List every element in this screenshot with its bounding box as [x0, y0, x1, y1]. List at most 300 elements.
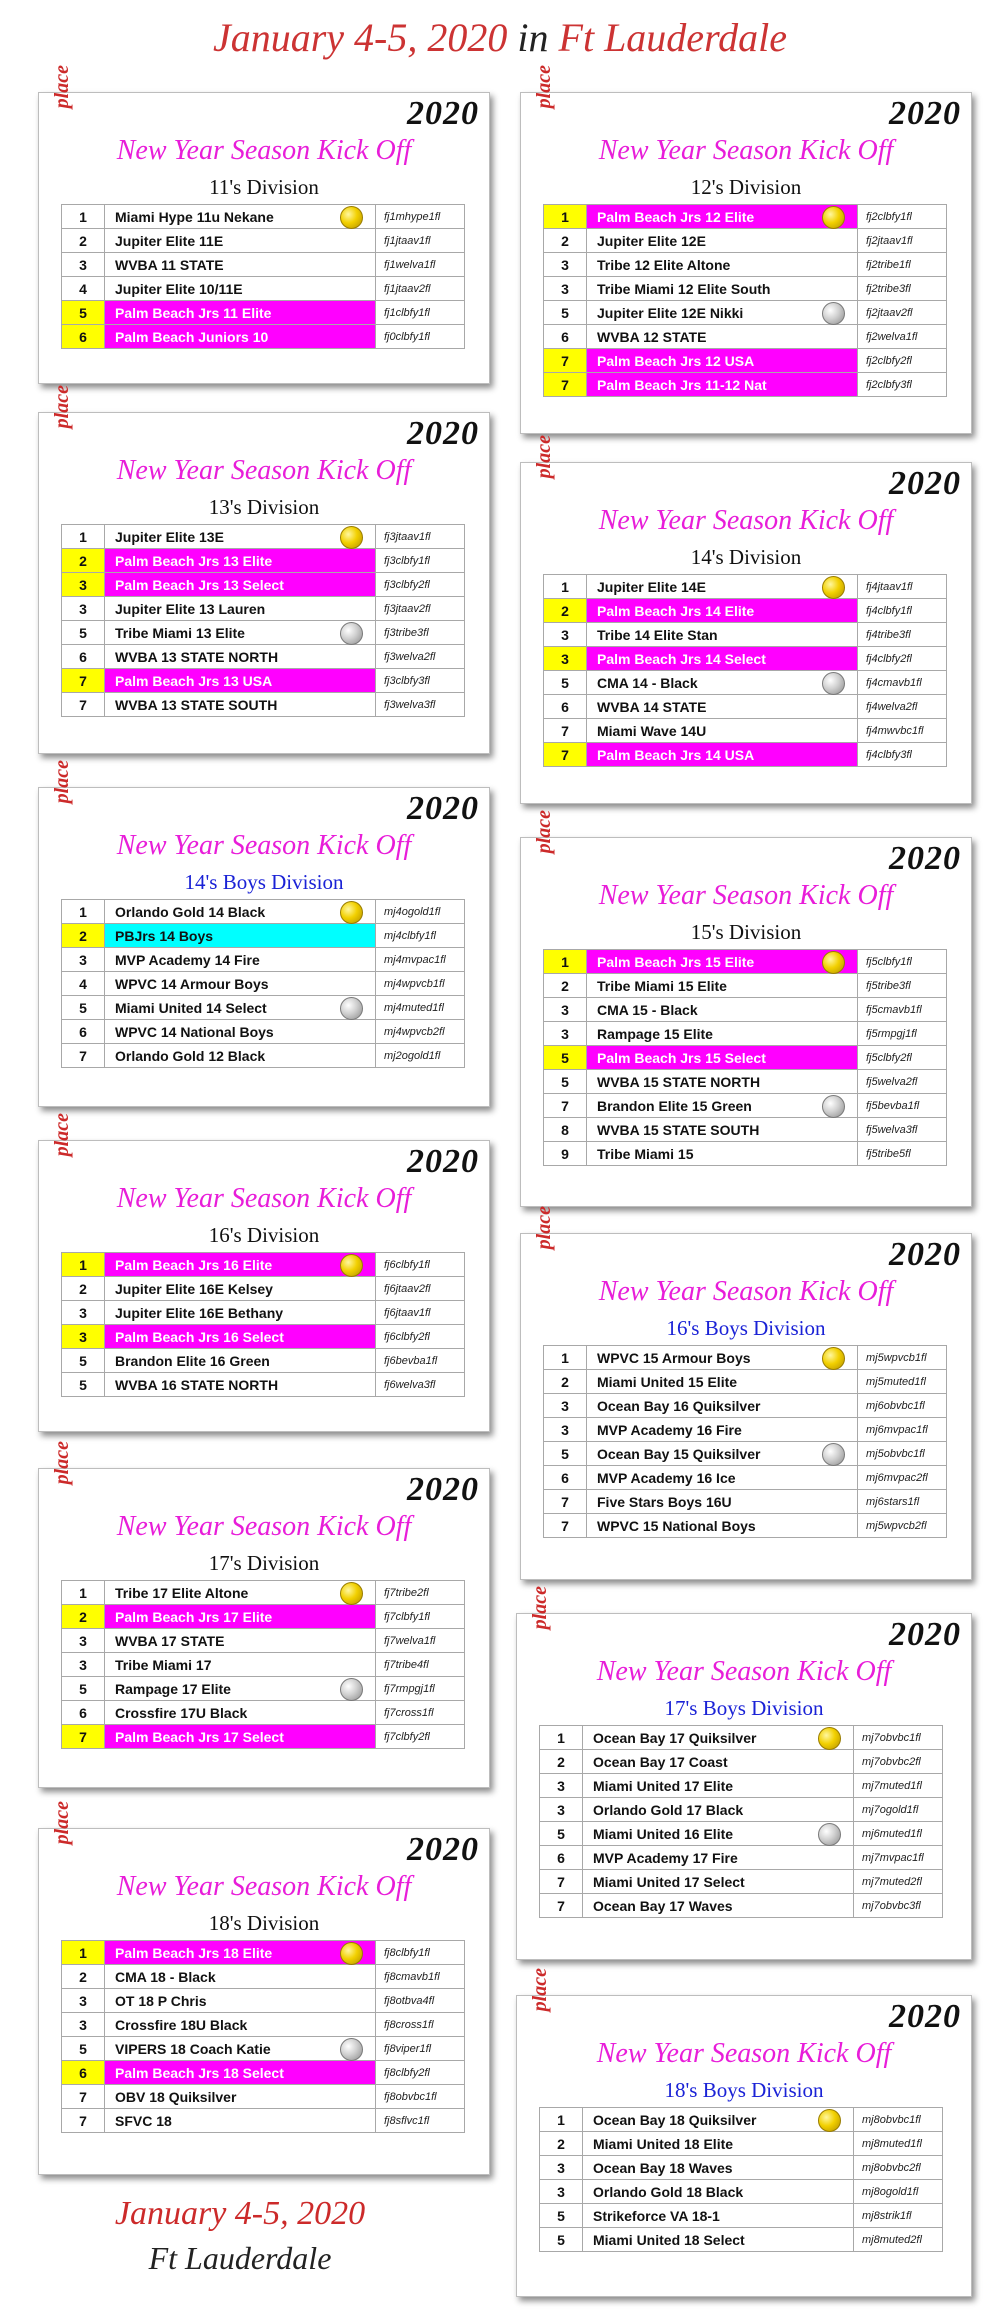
gold-medal-icon — [818, 1727, 841, 1750]
team-name: Palm Beach Jrs 18 Select — [115, 2064, 284, 2081]
team-code-cell: fj8cmavb1fl — [376, 1965, 465, 1989]
table-row — [544, 1418, 947, 1442]
team-cell — [105, 1677, 376, 1701]
event-title: New Year Season Kick Off — [596, 2038, 892, 2069]
place-cell: 6 — [62, 645, 105, 669]
team-name: Ocean Bay 17 Waves — [593, 1897, 733, 1914]
place-cell: 6 — [540, 1846, 583, 1870]
team-code-cell: mj6obvbc1fl — [858, 1394, 947, 1418]
table-row — [62, 2013, 465, 2037]
results-table — [61, 1252, 465, 1397]
team-cell — [105, 1725, 376, 1749]
team-name: Palm Beach Jrs 14 Select — [597, 650, 766, 667]
team-code-cell: mj4muted1fl — [376, 996, 465, 1020]
team-name: Jupiter Elite 14E — [597, 578, 706, 595]
place-label: place — [51, 65, 73, 109]
place-cell: 5 — [62, 301, 105, 325]
table-row — [62, 597, 465, 621]
team-code-cell: mj5muted1fl — [858, 1370, 947, 1394]
table-row — [62, 229, 465, 253]
team-name: MVP Academy 16 Ice — [597, 1469, 736, 1486]
team-code-cell: fj2clbfy3fl — [858, 373, 947, 397]
team-code-cell: fj7tribe4fl — [376, 1653, 465, 1677]
table-row — [544, 974, 947, 998]
table-row — [62, 1277, 465, 1301]
place-label: place — [533, 65, 555, 109]
silver-medal-icon — [822, 672, 845, 695]
team-code-cell: fj7clbfy1fl — [376, 1605, 465, 1629]
place-cell: 1 — [62, 1253, 105, 1277]
place-cell: 7 — [544, 719, 587, 743]
team-name: Orlando Gold 14 Black — [115, 903, 266, 920]
team-cell — [587, 623, 858, 647]
place-cell: 2 — [62, 549, 105, 573]
event-title: New Year Season Kick Off — [116, 830, 412, 861]
results-table — [543, 574, 947, 767]
team-cell — [587, 695, 858, 719]
team-code-cell: fj2welva1fl — [858, 325, 947, 349]
silver-medal-icon — [822, 302, 845, 325]
team-code-cell: mj7obvbc3fl — [854, 1894, 943, 1918]
table-row — [544, 1346, 947, 1370]
division-title: 16's Boys Division — [666, 1316, 826, 1340]
gold-medal-icon — [340, 901, 363, 924]
table-row — [62, 645, 465, 669]
team-name: Palm Beach Jrs 12 Elite — [597, 208, 755, 225]
team-name: Strikeforce VA 18-1 — [593, 2207, 720, 2224]
team-code-cell: mj6muted1fl — [854, 1822, 943, 1846]
results-table — [539, 2107, 943, 2252]
team-cell — [105, 996, 376, 1020]
team-cell — [105, 325, 376, 349]
team-name: CMA 15 - Black — [597, 1001, 698, 1018]
table-row — [544, 349, 947, 373]
table-row — [544, 373, 947, 397]
place-cell: 3 — [62, 1301, 105, 1325]
team-name: Palm Beach Jrs 15 Elite — [597, 953, 755, 970]
team-cell — [105, 1349, 376, 1373]
team-name: Tribe Miami 12 Elite South — [597, 280, 771, 297]
place-label: place — [51, 1113, 73, 1157]
team-cell — [105, 621, 376, 645]
team-cell — [583, 1726, 854, 1750]
team-name: WPVC 14 National Boys — [115, 1023, 274, 1040]
table-row — [540, 1822, 943, 1846]
team-cell — [587, 743, 858, 767]
team-code-cell: fj4clbfy1fl — [858, 599, 947, 623]
team-name: Palm Beach Jrs 18 Elite — [115, 1944, 273, 1961]
team-name: Ocean Bay 16 Quiksilver — [597, 1397, 761, 1414]
team-name: Jupiter Elite 13 Lauren — [115, 600, 266, 617]
table-row — [540, 1774, 943, 1798]
team-name: Tribe Miami 15 — [597, 1145, 694, 1162]
team-code-cell: fj5cmavb1fl — [858, 998, 947, 1022]
place-label: place — [533, 1206, 555, 1250]
team-name: Palm Beach Jrs 17 Select — [115, 1728, 284, 1745]
place-cell: 5 — [62, 621, 105, 645]
card-year: 2020 — [407, 1471, 479, 1508]
team-cell — [583, 1822, 854, 1846]
team-name: Crossfire 17U Black — [115, 1704, 248, 1721]
table-row — [62, 1677, 465, 1701]
place-cell: 5 — [544, 671, 587, 695]
team-name: Miami United 15 Elite — [597, 1373, 738, 1390]
gold-medal-icon — [822, 1347, 845, 1370]
division-card — [38, 65, 490, 384]
team-code-cell: fj4jtaav1fl — [858, 575, 947, 599]
results-table — [61, 899, 465, 1068]
team-cell — [105, 1325, 376, 1349]
team-code-cell: fj8sflvc1fl — [376, 2109, 465, 2133]
division-title: 14's Division — [690, 545, 802, 569]
table-row — [540, 2132, 943, 2156]
team-code-cell: fj5bevba1fl — [858, 1094, 947, 1118]
results-table — [61, 1940, 465, 2133]
division-card — [38, 1801, 490, 2175]
place-cell: 2 — [544, 599, 587, 623]
place-cell: 6 — [62, 325, 105, 349]
team-name: Miami United 17 Select — [593, 1873, 745, 1890]
table-row — [62, 325, 465, 349]
team-name: Five Stars Boys 16U — [597, 1493, 732, 1510]
card-year: 2020 — [889, 1236, 961, 1273]
place-cell: 2 — [544, 229, 587, 253]
team-code-cell: fj7tribe2fl — [376, 1581, 465, 1605]
table-row — [62, 1605, 465, 1629]
place-cell: 5 — [540, 2204, 583, 2228]
card-year: 2020 — [889, 840, 961, 877]
team-name: Tribe 12 Elite Altone — [597, 256, 731, 273]
team-name: WPVC 15 Armour Boys — [597, 1349, 751, 1366]
team-name: Miami United 14 Select — [115, 999, 267, 1016]
results-table — [543, 204, 947, 397]
place-cell: 7 — [62, 693, 105, 717]
footer-date: January 4-5, 2020 — [114, 2195, 366, 2232]
team-code-cell: mj4clbfy1fl — [376, 924, 465, 948]
team-name: WVBA 12 STATE — [597, 328, 707, 345]
division-title: 11's Division — [209, 175, 319, 199]
table-row — [544, 671, 947, 695]
team-cell — [105, 1373, 376, 1397]
place-cell: 2 — [540, 2132, 583, 2156]
table-row — [62, 2085, 465, 2109]
results-table — [543, 1345, 947, 1538]
place-cell: 7 — [544, 1490, 587, 1514]
team-name: VIPERS 18 Coach Katie — [115, 2040, 271, 2057]
team-name: Miami United 17 Elite — [593, 1777, 734, 1794]
team-cell — [105, 972, 376, 996]
team-cell — [587, 229, 858, 253]
team-code-cell: fj6jtaav1fl — [376, 1301, 465, 1325]
table-row — [62, 693, 465, 717]
team-code-cell: mj5wpvcb1fl — [858, 1346, 947, 1370]
team-code-cell: fj3jtaav1fl — [376, 525, 465, 549]
team-cell — [105, 1989, 376, 2013]
silver-medal-icon — [818, 1823, 841, 1846]
table-row — [62, 669, 465, 693]
team-code-cell: fj5welva3fl — [858, 1118, 947, 1142]
place-cell: 3 — [62, 1325, 105, 1349]
table-row — [544, 205, 947, 229]
team-cell — [587, 974, 858, 998]
team-name: OBV 18 Quiksilver — [115, 2088, 237, 2105]
division-title: 17's Boys Division — [664, 1696, 824, 1720]
team-name: CMA 14 - Black — [597, 674, 698, 691]
team-code-cell: mj4ogold1fl — [376, 900, 465, 924]
team-cell — [105, 1253, 376, 1277]
team-name: Palm Beach Jrs 16 Select — [115, 1328, 284, 1345]
table-row — [544, 1118, 947, 1142]
team-name: WVBA 16 STATE NORTH — [115, 1376, 279, 1393]
gold-medal-icon — [822, 206, 845, 229]
team-code-cell: fj7clbfy2fl — [376, 1725, 465, 1749]
team-name: Ocean Bay 15 Quiksilver — [597, 1445, 761, 1462]
team-code-cell: fj3tribe3fl — [376, 621, 465, 645]
team-cell — [587, 205, 858, 229]
table-row — [540, 1894, 943, 1918]
team-name: Jupiter Elite 16E Bethany — [115, 1304, 284, 1321]
team-name: WPVC 14 Armour Boys — [115, 975, 269, 992]
place-cell: 4 — [62, 972, 105, 996]
place-label: place — [533, 435, 555, 479]
team-code-cell: mj7obvbc1fl — [854, 1726, 943, 1750]
division-title: 12's Division — [690, 175, 802, 199]
table-row — [540, 2108, 943, 2132]
team-cell — [583, 1774, 854, 1798]
team-cell — [587, 301, 858, 325]
team-code-cell: fj3clbfy2fl — [376, 573, 465, 597]
silver-medal-icon — [822, 1095, 845, 1118]
place-cell: 7 — [544, 1514, 587, 1538]
event-title: New Year Season Kick Off — [598, 135, 894, 166]
team-name: Jupiter Elite 10/11E — [115, 280, 243, 297]
table-row — [540, 2228, 943, 2252]
place-cell: 3 — [62, 1653, 105, 1677]
table-row — [540, 1750, 943, 1774]
division-title: 16's Division — [208, 1223, 320, 1247]
team-code-cell: mj5wpvcb2fl — [858, 1514, 947, 1538]
team-cell — [587, 1442, 858, 1466]
place-cell: 3 — [540, 2156, 583, 2180]
team-name: WVBA 13 STATE SOUTH — [115, 696, 278, 713]
team-cell — [105, 1941, 376, 1965]
table-row — [544, 1046, 947, 1070]
table-row — [544, 1142, 947, 1166]
division-title: 17's Division — [208, 1551, 320, 1575]
table-row — [62, 948, 465, 972]
team-name: Brandon Elite 15 Green — [597, 1097, 752, 1114]
table-row — [62, 1044, 465, 1068]
team-cell — [105, 549, 376, 573]
table-row — [62, 205, 465, 229]
place-cell: 7 — [540, 1870, 583, 1894]
place-cell: 7 — [62, 1725, 105, 1749]
table-row — [62, 1653, 465, 1677]
team-name: Palm Beach Jrs 17 Elite — [115, 1608, 273, 1625]
team-code-cell: mj6mvpac1fl — [858, 1418, 947, 1442]
table-row — [544, 599, 947, 623]
team-name: Palm Beach Jrs 13 USA — [115, 672, 273, 689]
team-cell — [587, 1118, 858, 1142]
table-row — [544, 229, 947, 253]
place-cell: 7 — [540, 1894, 583, 1918]
division-card — [520, 1206, 972, 1580]
division-title: 18's Boys Division — [664, 2078, 824, 2102]
place-cell: 2 — [540, 1750, 583, 1774]
place-label: place — [529, 1586, 551, 1630]
team-name: Rampage 15 Elite — [597, 1025, 713, 1042]
team-code-cell: fj3welva3fl — [376, 693, 465, 717]
event-title: New Year Season Kick Off — [116, 1871, 412, 1902]
team-cell — [105, 948, 376, 972]
place-cell: 3 — [62, 573, 105, 597]
team-code-cell: fj8obvbc1fl — [376, 2085, 465, 2109]
team-cell — [587, 349, 858, 373]
event-title: New Year Season Kick Off — [116, 135, 412, 166]
team-cell — [587, 575, 858, 599]
table-row — [62, 2109, 465, 2133]
team-code-cell: fj2tribe1fl — [858, 253, 947, 277]
team-name: SFVC 18 — [115, 2112, 172, 2129]
place-cell: 1 — [540, 1726, 583, 1750]
division-title: 13's Division — [208, 495, 320, 519]
team-code-cell: fj4cmavb1fl — [858, 671, 947, 695]
team-name: WVBA 11 STATE — [115, 256, 224, 273]
place-cell: 2 — [544, 1370, 587, 1394]
team-cell — [105, 1605, 376, 1629]
team-cell — [583, 1894, 854, 1918]
division-card — [520, 435, 972, 804]
team-code-cell: mj8ogold1fl — [854, 2180, 943, 2204]
card-year: 2020 — [889, 1998, 961, 2035]
place-label: place — [51, 1801, 73, 1845]
team-name: OT 18 P Chris — [115, 1992, 207, 2009]
team-code-cell: mj8obvbc2fl — [854, 2156, 943, 2180]
team-cell — [105, 2037, 376, 2061]
place-cell: 1 — [62, 1941, 105, 1965]
place-label: place — [51, 1441, 73, 1485]
table-row — [544, 575, 947, 599]
place-cell: 7 — [62, 2085, 105, 2109]
team-code-cell: mj8muted2fl — [854, 2228, 943, 2252]
table-row — [62, 1020, 465, 1044]
team-code-cell: fj6clbfy1fl — [376, 1253, 465, 1277]
place-cell: 5 — [540, 2228, 583, 2252]
silver-medal-icon — [340, 2038, 363, 2061]
team-name: Orlando Gold 18 Black — [593, 2183, 744, 2200]
team-cell — [105, 205, 376, 229]
team-name: Miami Hype 11u Nekane — [115, 208, 274, 225]
team-name: Tribe Miami 15 Elite — [597, 977, 727, 994]
team-code-cell: fj1jtaav1fl — [376, 229, 465, 253]
team-code-cell: fj8cross1fl — [376, 2013, 465, 2037]
team-cell — [105, 597, 376, 621]
table-row — [544, 1394, 947, 1418]
place-cell: 2 — [62, 229, 105, 253]
place-cell: 1 — [62, 900, 105, 924]
place-cell: 9 — [544, 1142, 587, 1166]
place-cell: 3 — [62, 597, 105, 621]
table-row — [544, 1466, 947, 1490]
place-cell: 7 — [62, 669, 105, 693]
team-cell — [105, 2013, 376, 2037]
place-cell: 1 — [62, 525, 105, 549]
team-cell — [105, 301, 376, 325]
team-code-cell: fj2jtaav1fl — [858, 229, 947, 253]
place-cell: 5 — [62, 1373, 105, 1397]
team-cell — [587, 950, 858, 974]
place-cell: 7 — [544, 743, 587, 767]
team-code-cell: mj8muted1fl — [854, 2132, 943, 2156]
team-cell — [105, 2061, 376, 2085]
table-row — [544, 1094, 947, 1118]
team-cell — [583, 2156, 854, 2180]
team-cell — [587, 1418, 858, 1442]
silver-medal-icon — [340, 997, 363, 1020]
team-code-cell: fj8otbva4fl — [376, 1989, 465, 2013]
team-code-cell: fj4welva2fl — [858, 695, 947, 719]
place-cell: 3 — [62, 948, 105, 972]
table-row — [62, 2061, 465, 2085]
team-cell — [587, 373, 858, 397]
table-row — [544, 1514, 947, 1538]
team-name: Jupiter Elite 12E — [597, 232, 706, 249]
table-row — [62, 1989, 465, 2013]
table-row — [62, 1253, 465, 1277]
team-name: Palm Beach Jrs 14 USA — [597, 746, 755, 763]
place-cell: 5 — [62, 2037, 105, 2061]
team-code-cell: fj4clbfy3fl — [858, 743, 947, 767]
table-row — [62, 573, 465, 597]
division-card — [520, 810, 972, 1207]
division-title: 18's Division — [208, 1911, 320, 1935]
results-table — [61, 524, 465, 717]
place-cell: 1 — [544, 575, 587, 599]
team-name: MVP Academy 16 Fire — [597, 1421, 742, 1438]
team-code-cell: fj6welva3fl — [376, 1373, 465, 1397]
team-code-cell: fj5clbfy1fl — [858, 950, 947, 974]
card-year: 2020 — [407, 415, 479, 452]
team-name: Palm Beach Jrs 11 Elite — [115, 304, 272, 321]
table-row — [544, 623, 947, 647]
team-name: Orlando Gold 12 Black — [115, 1047, 266, 1064]
team-code-cell: mj7ogold1fl — [854, 1798, 943, 1822]
team-name: Tribe Miami 17 — [115, 1656, 212, 1673]
table-row — [544, 743, 947, 767]
header-in: in — [517, 15, 549, 60]
team-cell — [587, 719, 858, 743]
team-cell — [583, 2132, 854, 2156]
team-code-cell: fj6bevba1fl — [376, 1349, 465, 1373]
team-cell — [105, 253, 376, 277]
table-row — [544, 695, 947, 719]
place-cell: 6 — [62, 1701, 105, 1725]
table-row — [544, 1370, 947, 1394]
team-name: Brandon Elite 16 Green — [115, 1352, 270, 1369]
place-cell: 5 — [62, 1349, 105, 1373]
team-code-cell: mj5obvbc1fl — [858, 1442, 947, 1466]
card-year: 2020 — [407, 790, 479, 827]
team-name: Tribe 14 Elite Stan — [597, 626, 718, 643]
team-cell — [105, 924, 376, 948]
place-cell: 6 — [544, 325, 587, 349]
team-name: Jupiter Elite 11E — [115, 232, 224, 249]
place-cell: 5 — [544, 301, 587, 325]
event-title: New Year Season Kick Off — [596, 1656, 892, 1687]
gold-medal-icon — [818, 2109, 841, 2132]
team-cell — [583, 2180, 854, 2204]
team-code-cell: fj5clbfy2fl — [858, 1046, 947, 1070]
